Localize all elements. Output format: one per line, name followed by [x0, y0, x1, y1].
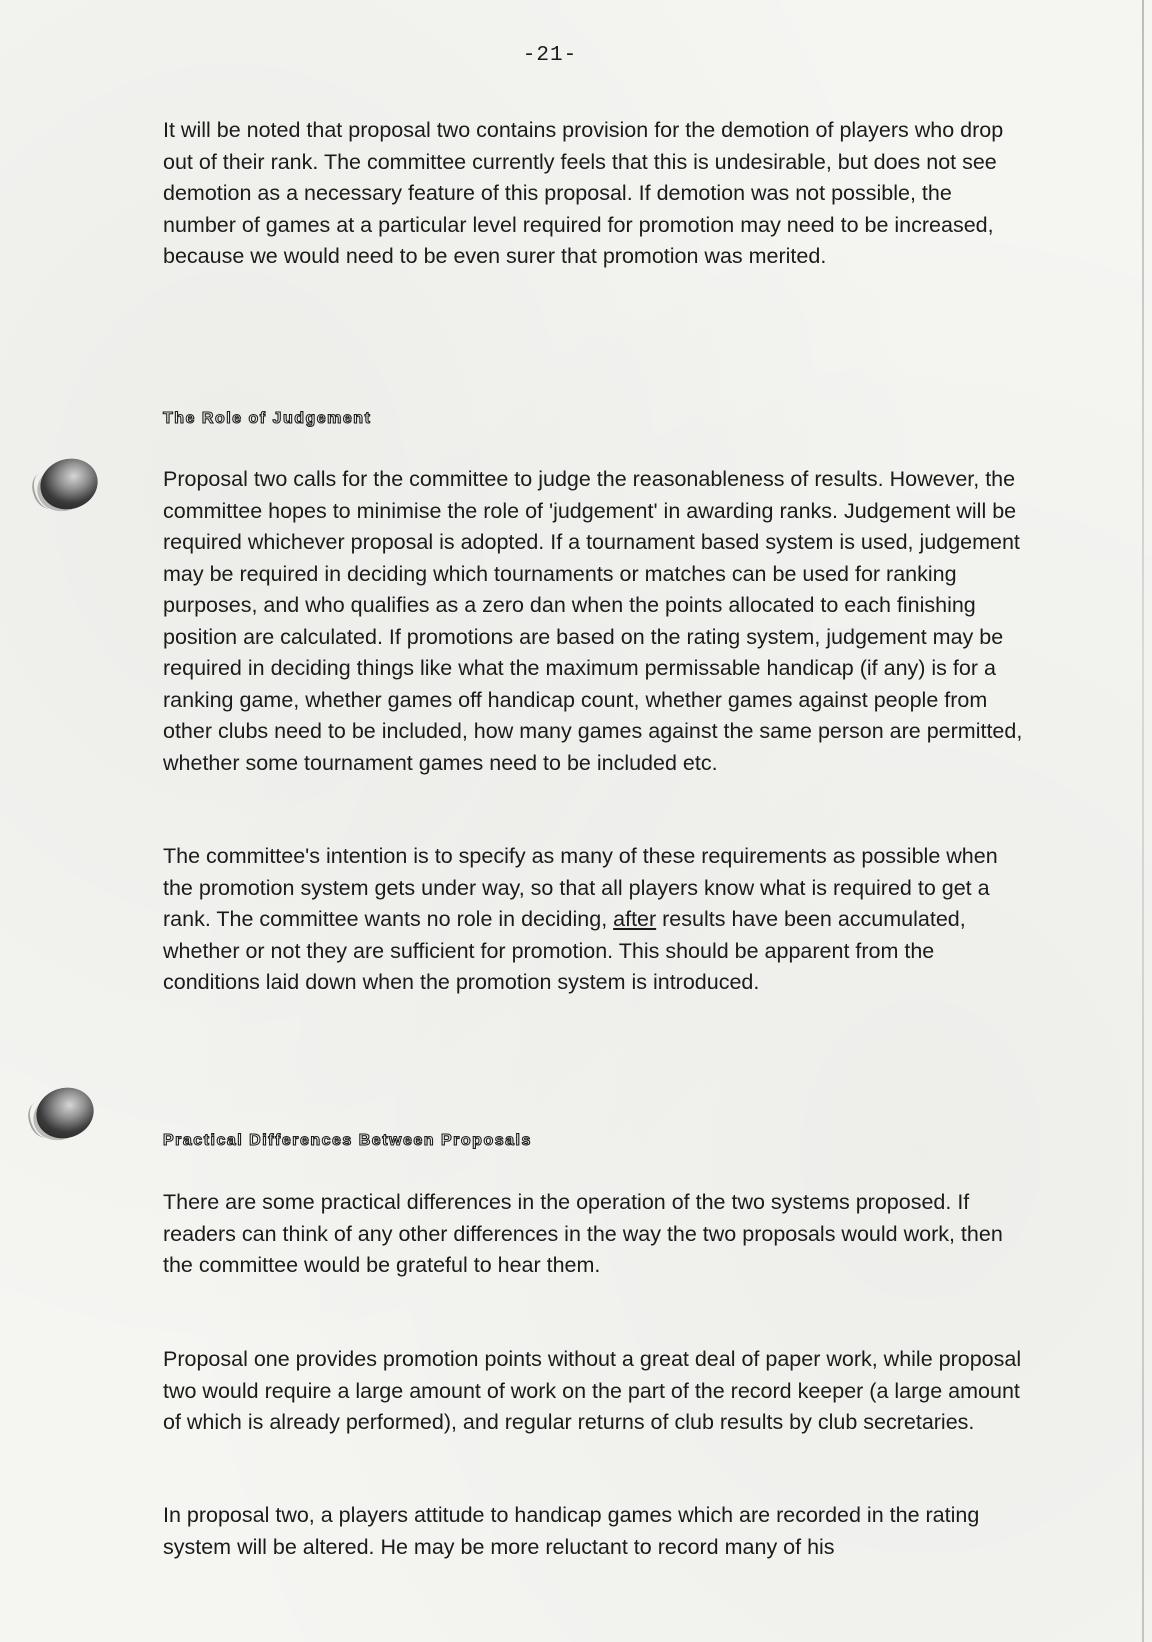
paragraph-text-part: The committee's intention is to specify as many of these requirements as possible when the promotion system gets under way, so that all players know what is required to get a rank. The committee wants no role in deciding, [163, 844, 998, 931]
punch-hole-icon [34, 451, 105, 516]
heading-practical-differences: Practical Differences Between Proposals [163, 1132, 532, 1149]
page-number: -21- [522, 44, 578, 67]
paragraph-proposal-one: Proposal one provides promotion points without a great deal of paper work, while proposal two would require a large amount of work on the part of the record keeper (a large amount of which is already performed), and regular returns of club results by club secretaries. [163, 1347, 1022, 1434]
paragraph-committee-intention [163, 841, 1023, 999]
punch-hole-icon [30, 1080, 101, 1145]
paragraph-text-part: results have been accumulated, whether or not they are sufficient for promotion. This should be apparent from the conditions laid down when the promotion system is introduced. [163, 907, 966, 994]
heading-role-of-judgement: The Role of Judgement [163, 410, 372, 427]
paragraph-practical-differences: There are some practical differences in the operation of the two systems proposed. If readers can think of any other differences in the way the two proposals would work, then the committee would be grateful to hear them. [163, 1190, 1003, 1277]
paragraph-judgement: Proposal two calls for the committee to judge the reasonableness of results. However, the committee hopes to minimise the role of 'judgement' in awarding ranks. Judgement will be required whichever proposal is adopted. If a tournament based system is used, judgement may be required in deciding which tournaments or matches can be used for ranking purposes, and who qualifies as a zero dan when the points allocated to each finishing position are calculated. If promotions are based on the rating system, judgement may be required in deciding things like what the maximum permissable handicap (if any) is for a ranking game, whether games off handicap count, whether games against people from other clubs need to be included, how many games against the same person are permitted, whether some tournament games need to be included etc. [163, 467, 1023, 775]
page-edge-line [1142, 0, 1144, 1642]
paragraph-proposal-two-handicap: In proposal two, a players attitude to handicap games which are recorded in the rating system will be altered. He may be more reluctant to record many of his [163, 1503, 980, 1559]
underlined-word: after [613, 907, 657, 931]
paragraph-demotion: It will be noted that proposal two contains provision for the demotion of players who drop out of their rank. The committee currently feels that this is undesirable, but does not see demotion as a necessary feature of this proposal. If demotion was not possible, the number of games at a particular level required for promotion may need to be increased, because we would need to be even surer that promotion was merited. [163, 118, 1004, 268]
